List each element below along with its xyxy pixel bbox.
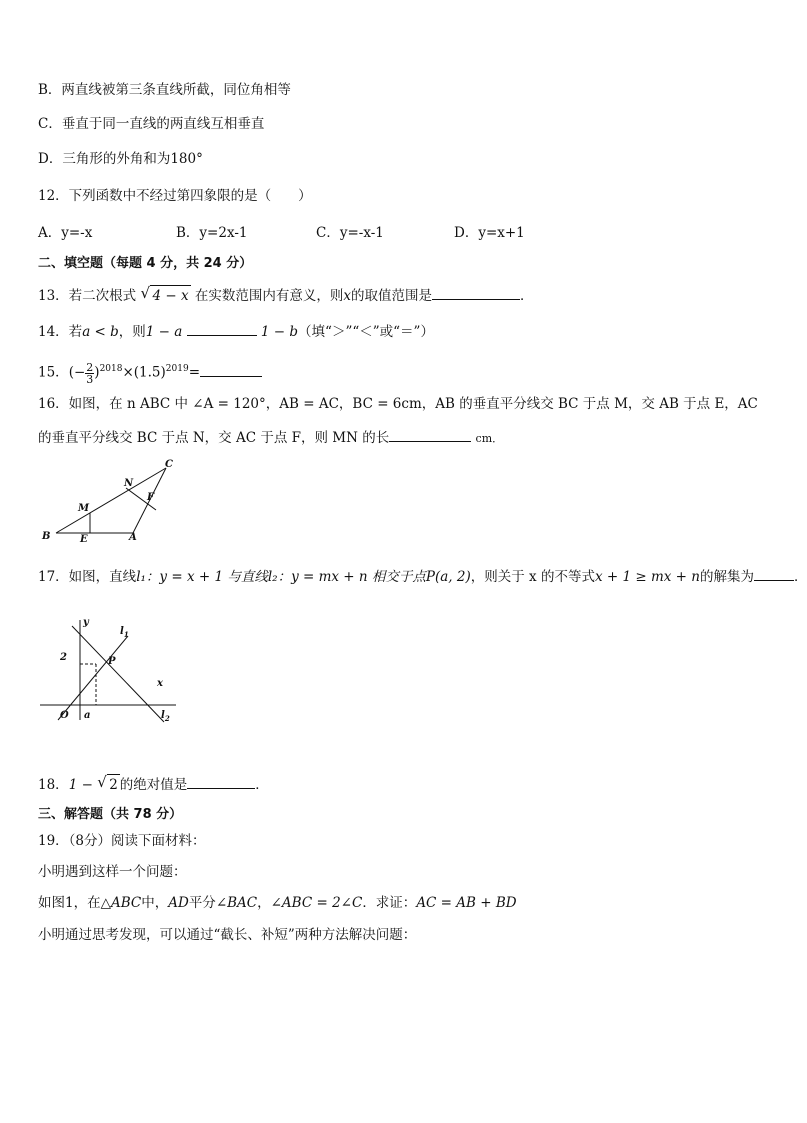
q15-frac-den: 3 xyxy=(86,372,94,386)
q18-expr: 1 − xyxy=(68,777,93,793)
q16-line2-text: 的垂直平分线交 BC 于点 N，交 AC 于点 F，则 MN 的长 xyxy=(38,430,390,446)
q19-line1: 19．（8分）阅读下面材料： xyxy=(38,833,206,849)
q19-line2: 小明遇到这样一个问题： xyxy=(38,864,187,880)
q15-frac-num: 2 xyxy=(86,360,94,374)
q13-prefix: 13．若二次根式 xyxy=(38,288,137,304)
q17 xyxy=(38,566,807,587)
q11-option-c: C．垂直于同一直线的两直线互相垂直 xyxy=(38,116,265,132)
section-3-heading: 三、解答题（共 78 分） xyxy=(38,807,183,822)
label-y: y xyxy=(83,617,89,628)
label-f: F xyxy=(147,492,155,503)
q14-left-expr: 1 − a xyxy=(145,324,183,340)
q17-l2: l₂ xyxy=(267,569,278,585)
q19-triangle: △ABC xyxy=(100,895,142,911)
q15-times: ×(1.5) xyxy=(122,364,166,381)
label-2: 2 xyxy=(60,652,67,663)
q13-end: ． xyxy=(520,288,534,304)
q15-prefix: 15． xyxy=(38,364,69,381)
q13-sqrt xyxy=(140,285,190,306)
q16-figure xyxy=(38,455,188,550)
q17-suffix: 的解集为 xyxy=(699,569,754,585)
q17-prefix: 17．如图，直线 xyxy=(38,569,137,585)
q15-exp1: 2018 xyxy=(99,364,123,374)
label-e: E xyxy=(80,534,88,545)
sqrt-icon: √ xyxy=(140,284,151,302)
label-n: N xyxy=(124,478,134,489)
q14-condition: a < b xyxy=(82,324,119,340)
q15-eq: = xyxy=(188,364,201,381)
q15 xyxy=(38,356,262,386)
q15-open: (− xyxy=(68,364,86,381)
q11-option-d-text: D．三角形的外角和为 xyxy=(38,151,171,167)
q19-line4: 小明通过思考发现，可以通过“截长、补短”两种方法解决问题： xyxy=(38,927,417,943)
q11-option-d xyxy=(38,149,203,169)
q11-option-b: B．两直线被第三条直线所截，同位角相等 xyxy=(38,82,291,98)
q17-eq1: ：y = x + 1 与直线 xyxy=(145,569,268,585)
q14-suffix: （填“＞”“＜”或“＝”） xyxy=(298,324,434,340)
line-l2 xyxy=(72,626,164,722)
q15-fraction xyxy=(85,362,94,385)
q19-ad: AD xyxy=(168,895,189,911)
q16-answer-blank[interactable] xyxy=(389,427,471,442)
q18-answer-blank[interactable] xyxy=(187,774,255,789)
label-l2-letter: l xyxy=(161,710,165,721)
sqrt-icon: √ xyxy=(97,773,107,791)
q17-eq2: ：y = mx + n 相交于点 xyxy=(277,569,426,585)
q18-prefix: 18． xyxy=(38,777,69,793)
q12-option-d: D．y=x+1 xyxy=(454,225,525,241)
q16-line2 xyxy=(38,427,503,449)
q15-exp2: 2019 xyxy=(165,364,189,374)
label-l2 xyxy=(161,710,170,723)
label-l1 xyxy=(120,626,129,639)
label-o: O xyxy=(60,710,69,721)
q19-angle-bac: ∠BAC xyxy=(215,895,258,911)
label-b: B xyxy=(42,531,51,542)
label-c: C xyxy=(165,459,173,470)
q15-answer-blank[interactable] xyxy=(200,362,262,377)
q19-l3d: ．求证： xyxy=(362,895,417,911)
q12-stem: 12．下列函数中不经过第四象限的是（ ） xyxy=(38,188,312,204)
q14-mid: ，则 xyxy=(118,324,146,340)
q12-option-c: C．y=-x-1 xyxy=(316,225,384,241)
q13-var: x xyxy=(343,288,352,304)
q17-inequality: x + 1 ≥ mx + n xyxy=(594,569,700,585)
label-x: x xyxy=(157,678,163,689)
q15-close: ) xyxy=(94,364,100,381)
q14-right-expr: 1 − b xyxy=(260,324,299,340)
q14-answer-blank[interactable] xyxy=(187,321,257,336)
q12-option-b: B．y=2x-1 xyxy=(176,225,248,241)
label-a: A xyxy=(129,532,137,543)
q13-radicand: 4 − x xyxy=(150,285,190,306)
q18-radicand: 2 xyxy=(107,774,120,795)
q19-proof-goal: AC = AB + BD xyxy=(416,895,517,911)
q18-sqrt xyxy=(97,774,120,795)
label-l1-letter: l xyxy=(120,626,124,637)
q17-figure xyxy=(36,612,186,727)
q18 xyxy=(38,774,269,795)
label-p: P xyxy=(108,656,116,667)
q19-l3a: 中， xyxy=(141,895,169,911)
q19-line3-prefix: 如图1，在 xyxy=(38,895,101,911)
q19-condition: ∠ABC = 2∠C xyxy=(270,895,363,911)
q14-prefix: 14．若 xyxy=(38,324,83,340)
label-l2-sub: 2 xyxy=(164,714,170,723)
section-2-heading: 二、填空题（每题 4 分，共 24 分） xyxy=(38,256,253,271)
q17-point: P(a, 2) xyxy=(425,569,471,585)
q11-option-d-value: 180° xyxy=(170,151,203,167)
q14 xyxy=(38,321,434,342)
q17-l1: l₁ xyxy=(136,569,146,585)
label-a: a xyxy=(84,710,91,721)
q13-suffix: 的取值范围是 xyxy=(351,288,433,304)
q19-line3 xyxy=(38,893,517,913)
q19-l3c: ， xyxy=(257,895,271,911)
q19-l3b: 平分 xyxy=(188,895,216,911)
q16-unit: cm． xyxy=(475,432,504,445)
q12-option-a: A．y=-x xyxy=(38,225,93,241)
label-l1-sub: 1 xyxy=(123,630,129,639)
q18-suffix: 的绝对值是 xyxy=(119,777,188,793)
q17-end: ． xyxy=(793,569,807,585)
label-m: M xyxy=(78,503,90,514)
q13-answer-blank[interactable] xyxy=(432,285,520,300)
q17-mid: ，则关于 x 的不等式 xyxy=(470,569,595,585)
q16-line1: 16．如图，在 n ABC 中 ∠A = 120°，AB = AC，BC = 6cm，AB 的垂直平分线交 BC 于点 M，交 AB 于点 E，AC xyxy=(38,396,758,412)
q18-end: ． xyxy=(255,777,269,793)
q13 xyxy=(38,285,534,306)
q13-mid: 在实数范围内有意义，则 xyxy=(194,288,344,304)
q17-answer-blank[interactable] xyxy=(754,566,794,581)
